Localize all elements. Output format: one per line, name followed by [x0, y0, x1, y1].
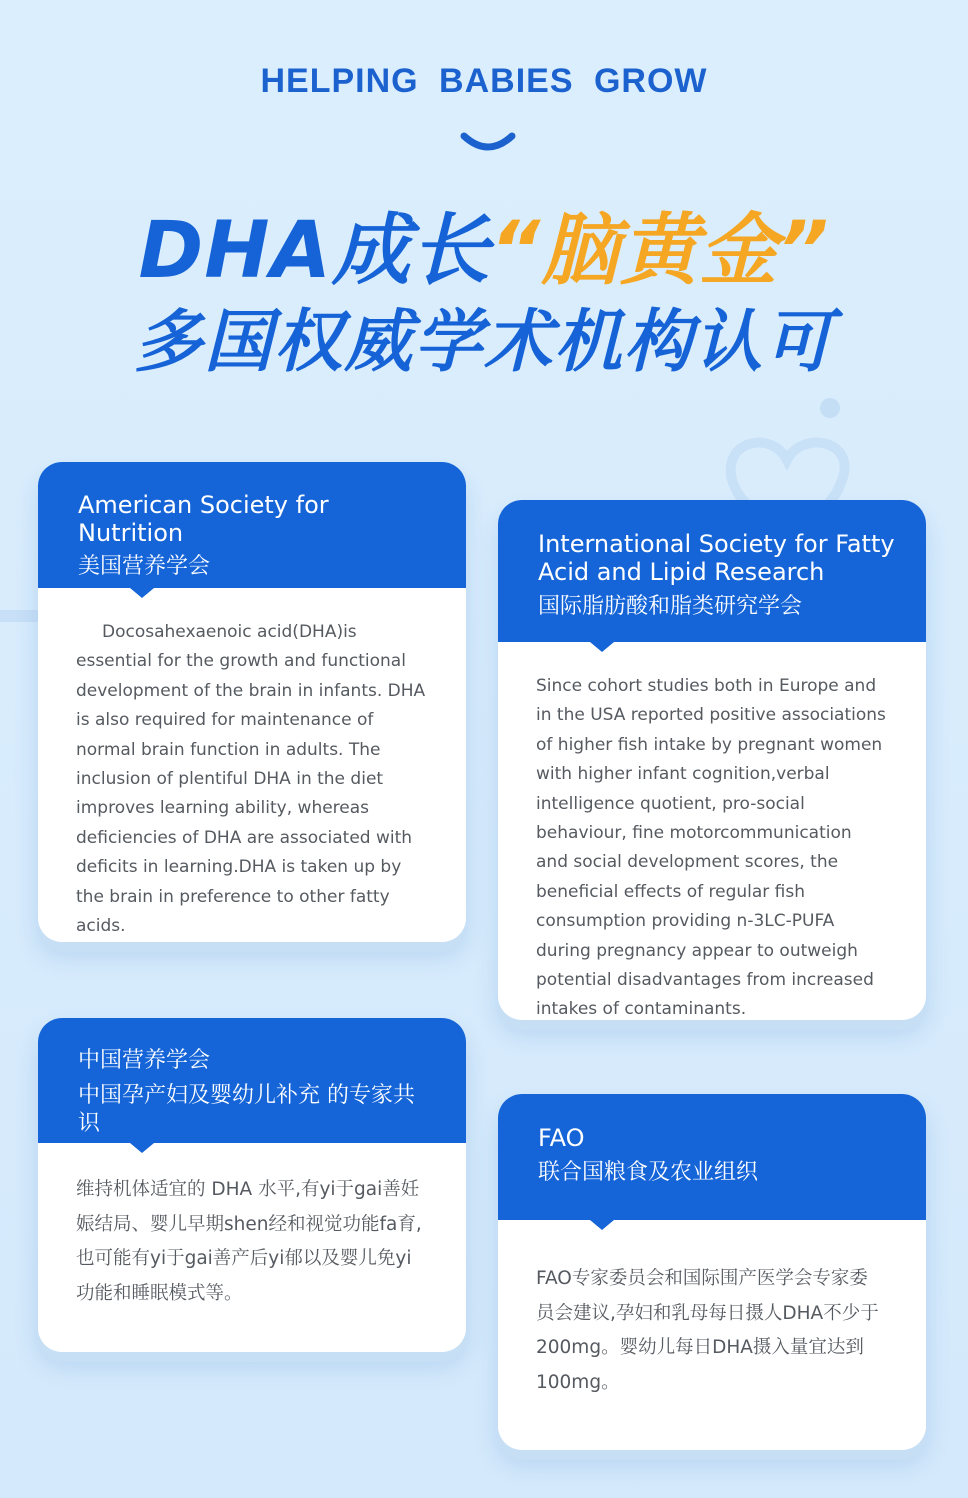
- card-header: [38, 462, 466, 588]
- card-body: Since cohort studies both in Europe and in the USA reported positive associations of higher fish intake by pregnant women with higher infant cognition,verbal intelligence quotient, pro-social behaviour, fine motorcommunication and social development scores, the beneficial effects of regular fish consumption providing n-3LC-PUFA during pregnancy appear to outweigh potential disadvantages from increased intakes of contaminants.: [536, 676, 886, 1020]
- card-fao: [498, 1094, 926, 1450]
- card-title-en: American Society for Nutrition: [78, 491, 329, 547]
- card-title-cn: 美国营养学会: [78, 554, 211, 579]
- card-header: [498, 1094, 926, 1220]
- decorative-dot: [820, 398, 840, 418]
- card-body: FAO专家委员会和国际围产医学会专家委员会建议,孕妇和乳母每日摄人DHA不少于200mg。婴幼儿每日DHA摄入量宜达到100mg。: [536, 1268, 879, 1393]
- tagline: HELPING BABIES GROW: [260, 62, 708, 100]
- card-body: Docosahexaenoic acid(DHA)is essential for the growth and functional development of the brain in infants. DHA is also required for maintenance of normal brain function in adults. The inclusion of plentiful DHA in the diet improves learning ability, whereas deficiencies of DHA are associated with deficits in learning.DHA is taken up by the brain in preference to other fatty acids.: [76, 622, 426, 937]
- card-title-cn: 国际脂肪酸和脂类研究学会: [538, 594, 803, 619]
- card-title-en: International Society for Fatty Acid and Lipid Research: [538, 530, 895, 586]
- card-header: [498, 500, 926, 642]
- card-title-cn: 联合国粮食及农业组织: [538, 1160, 759, 1185]
- card-title-en: FAO: [538, 1124, 585, 1152]
- card-title-cn: 中国营养学会: [78, 1048, 211, 1073]
- headline-highlight: “脑黄金”: [489, 206, 830, 296]
- headline-line-2: 多国权威学术机构认可: [133, 303, 834, 382]
- decorative-line: [0, 610, 40, 622]
- headline-prefix: DHA成长: [138, 206, 490, 296]
- card-header: [38, 1018, 466, 1143]
- card-subtitle-cn: 中国孕产妇及婴幼儿补充 的专家共识: [78, 1083, 415, 1136]
- card-american-society-nutrition: [38, 462, 466, 942]
- card-body: 维持机体适宜的 DHA 水平,有yi于gai善妊娠结局、婴儿早期shen经和视觉功能fa育,也可能有yi于gai善产后yi郁以及婴儿免yi功能和睡眠模式等。: [76, 1179, 422, 1304]
- headline-line-1: [0, 188, 968, 300]
- smile-icon: [458, 128, 518, 156]
- card-international-society-fatty-acid: [498, 500, 926, 1020]
- card-chinese-nutrition-society: [38, 1018, 466, 1352]
